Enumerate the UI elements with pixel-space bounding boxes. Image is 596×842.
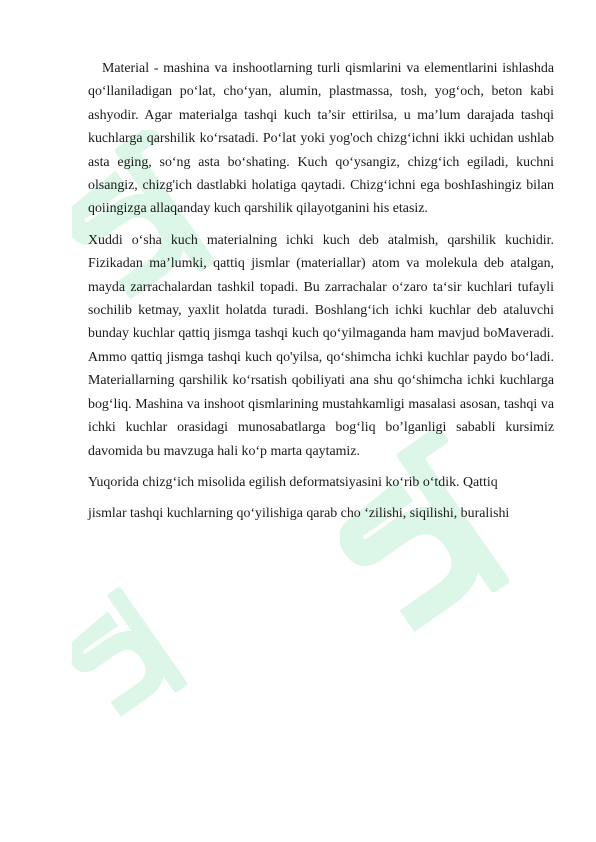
paragraph-bending-example: Yuqorida chizg‘ich misolida egilish deformatsiyasini ko‘rib o‘tdik. Qattiq xyxy=(88,474,498,490)
paragraph-material-definition: Material - mashina va inshootlarning turli qismlarini va elementlarini ishlashda qo‘llaniladigan po‘lat, cho‘yan, alumin, plastmassa, tosh, yog‘och, beton kabi ashyodir. Agar materialga tashqi kuch ta’sir ettirilsa, u ma’lum darajada tashqi kuchlarga qarshilik ko‘rsatadi. Po‘lat yoki yog'och chizg‘ichni ikki uchidan ushlab asta eging, so‘ng asta bo‘shating. Kuch qo‘ysangiz, chizg‘ich egiladi, kuchni olsangiz, chizg'ich dastlabki holatiga qaytadi. Chizg‘ichni ega boshIashingiz bilan qoiingizga allaqanday kuch qarshilik qilayotganini his etasiz. xyxy=(88,61,554,217)
document-body xyxy=(88,57,554,534)
paragraph-deformation-types: jismlar tashqi kuchlarning qo‘yilishiga qarab cho ‘zilishi, siqilishi, buralishi xyxy=(88,506,510,522)
paragraph-internal-forces: Xuddi o‘sha kuch materialning ichki kuch deb atalmish, qarshilik kuchidir. Fizikadan ma’lumki, qattiq jismlar (materiallar) atom va molekula deb atalgan, mayda zarrachalardan tashkil topadi. Bu zarrachalar o‘zaro ta‘sir kuchlari tufayli sochilib ketmay, yaxlit holatda turadi. Boshlang‘ich ichki kuchlar deb ataluvchi bunday kuchlar qattiq jismga tashqi kuch qo‘yilmaganda ham mavjud boMaveradi. Ammo qattiq jismga tashqi kuch qo'yilsa, qo‘shimcha ichki kuchlar paydo bo‘ladi. Materiallarning qarshilik ko‘rsatish qobiliyati ana shu qo‘shimcha ichki kuchlarga bog‘liq. Mashina va inshoot qismlarining mustahkamligi masalasi asosan, tashqi va ichki kuchlar orasidagi munosabatlarga bog‘liq bo’lganligi sababli kursimiz davomida bu mavzuga hali ko‘p marta qaytamiz. xyxy=(88,232,554,459)
watermark-logo-icon xyxy=(72,580,192,760)
